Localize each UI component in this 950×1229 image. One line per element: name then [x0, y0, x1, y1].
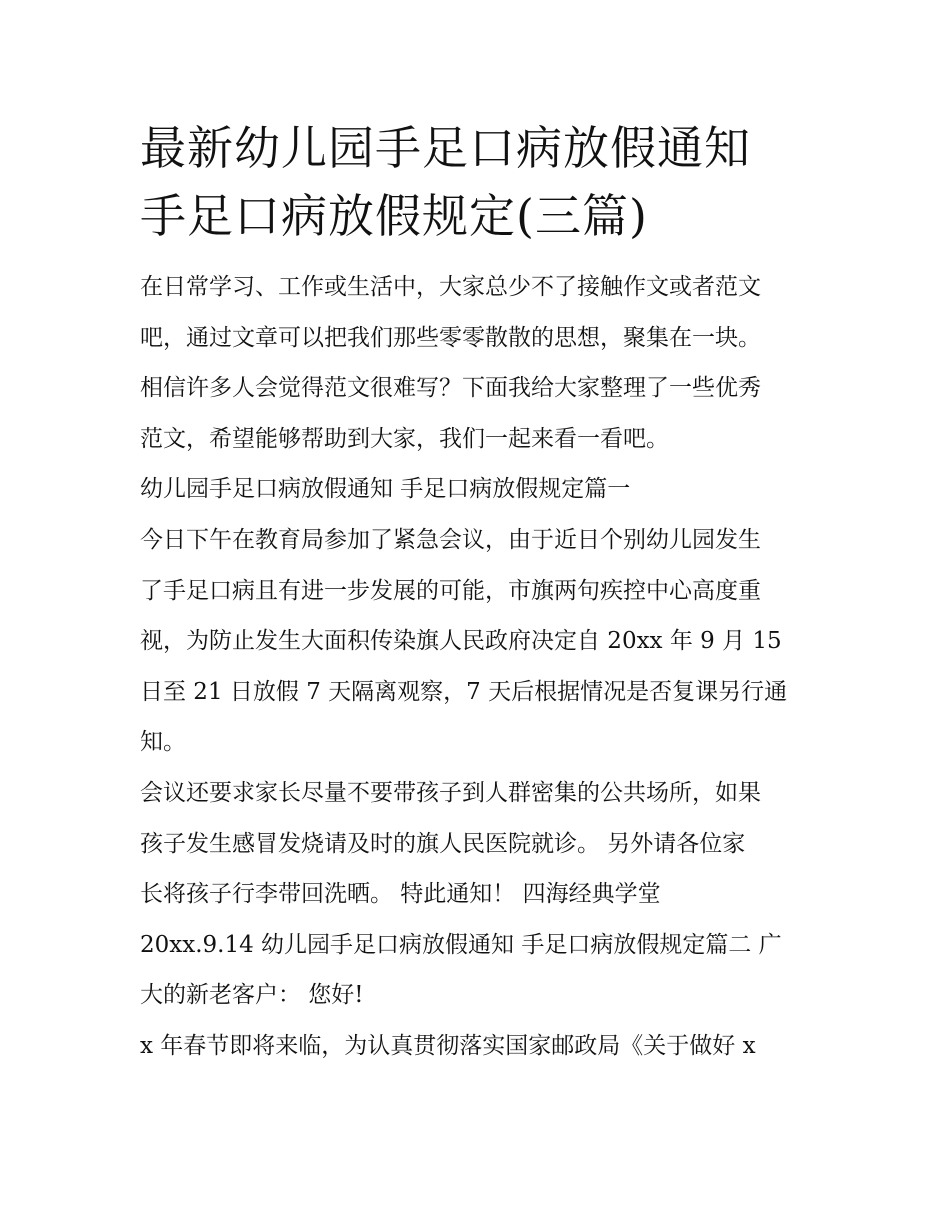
text-line: x 年春节即将来临，为认真贯彻落实国家邮政局《关于做好 x: [140, 1032, 756, 1059]
text-line: 视，为防止发生大面积传染旗人民政府决定自 20xx 年 9 月 15: [140, 628, 782, 655]
text-line: 今日下午在教育局参加了紧急会议，由于近日个别幼儿园发生: [140, 526, 761, 553]
text-line: 了手足口病且有进一步发展的可能，市旗两句疾控中心高度重: [140, 577, 761, 604]
title-line: 手足口病放假规定(三篇): [140, 189, 648, 243]
text-line: 会议还要求家长尽量不要带孩子到人群密集的公共场所，如果: [140, 779, 761, 806]
meeting-paragraph: [140, 768, 820, 920]
text-line: 大的新老客户： 您好!: [140, 982, 364, 1009]
section-heading-1: [140, 464, 820, 515]
text-line: 20xx.9.14 幼儿园手足口病放假通知 手足口病放假规定篇二 广: [140, 931, 782, 958]
text-line: 范文，希望能够帮助到大家，我们一起来看一看吧。: [140, 425, 669, 452]
document-title: [140, 114, 820, 250]
text-line: 长将孩子行李带回洗晒。 特此通知！ 四海经典学堂: [140, 881, 661, 908]
text-line: 孩子发生感冒发烧请及时的旗人民医院就诊。 另外请各位家: [140, 830, 746, 857]
text-line: 幼儿园手足口病放假通知 手足口病放假规定篇一: [140, 476, 631, 503]
notice-paragraph: [140, 515, 820, 768]
intro-paragraph: [140, 262, 820, 464]
title-line: 最新幼儿园手足口病放假通知: [140, 121, 751, 175]
document-page: [140, 114, 820, 1072]
text-line: 知。: [140, 729, 186, 756]
text-line: 日至 21 日放假 7 天隔离观察，7 天后根据情况是否复课另行通: [140, 678, 788, 705]
document-body: [140, 262, 820, 1072]
text-line: 在日常学习、工作或生活中，大家总少不了接触作文或者范文: [140, 274, 761, 300]
text-line: 相信许多人会觉得范文很难写？下面我给大家整理了一些优秀: [140, 375, 761, 402]
section-heading-2-paragraph: [140, 920, 820, 1021]
spring-festival-paragraph: [140, 1021, 820, 1072]
text-line: 吧，通过文章可以把我们那些零零散散的思想，聚集在一块。: [140, 324, 761, 351]
